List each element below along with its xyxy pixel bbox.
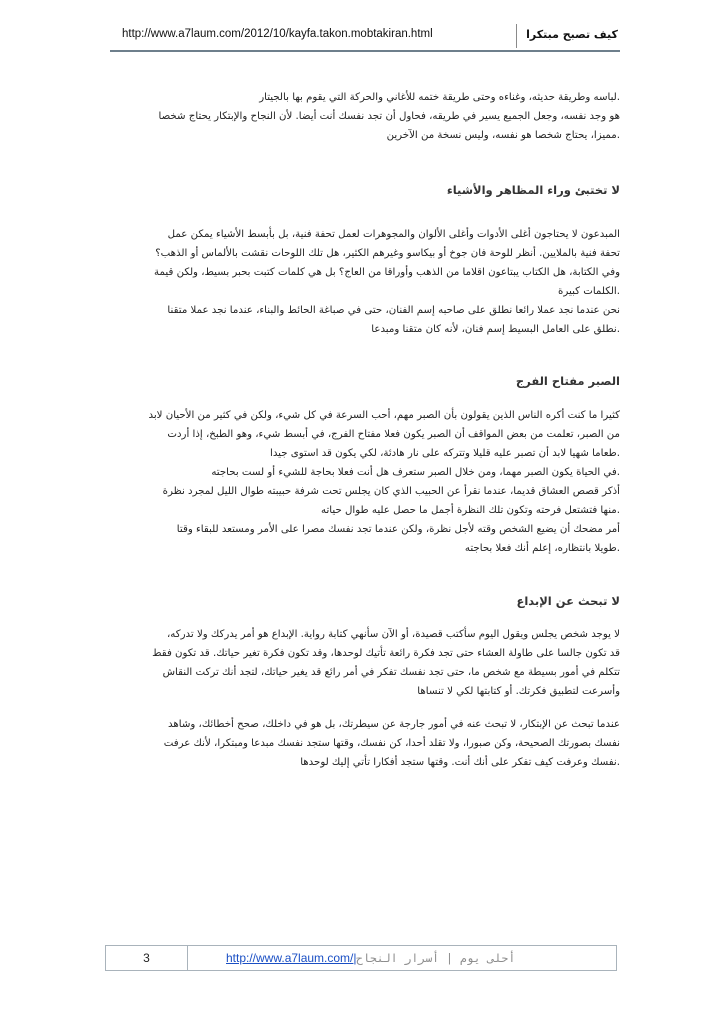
paragraph-line: عندما تبحث عن الإبتكار، لا تبحث عنه في أمور جارجة عن سيطرتك، بل هو في داخلك، صحح أخطائك، وشاهد: [168, 719, 620, 730]
footer-link[interactable]: [226, 951, 357, 965]
footer-link-text[interactable]: http://www.a7laum.com/: [226, 951, 354, 965]
paragraph-line: المبدعون لا يحتاجون أغلى الأدوات وأغلى الألوان والمجوهرات لعمل تحفة فنية، بل بأبسط الأشياء يمكن عمل: [167, 229, 620, 240]
paragraph-line: تحفة فنية بالملايين. أنظر للوحة فان جوخ أو بيكاسو وغيرهم الكثير، هل تلك اللوحات نقشت بالألماس أو الذهب؟: [155, 248, 620, 259]
footer-separator: |: [353, 951, 357, 965]
paragraph-line: .نفسك وعرفت كيف تفكر على أنك أنت. وقتها ستجد أفكارا تأتي إليك لوحدها: [300, 757, 620, 768]
page-footer: [105, 945, 617, 971]
intro-line: هو وجد نفسه، وجعل الجميع يسير في طريقه، فحاول أن تجد نفسك أنت أيضا. لأن النجاح والإبتكار يحتاج شخصا: [158, 111, 620, 122]
footer-brand: أحلى يوم | أسرار النجاح: [356, 951, 516, 965]
header-url[interactable]: http://www.a7laum.com/2012/10/kayfa.takon.mobtakiran.html: [122, 28, 433, 40]
paragraph-line: وأسرعت لتطبيق فكرتك. أو كتابتها لكي لا تنساها: [417, 686, 620, 697]
page-number: 3: [105, 945, 187, 971]
header-title: كيف تصبح مبتكرا: [526, 28, 618, 41]
paragraph-line: نحن عندما نجد عملا رائعا نطلق على صاحبه إسم الفنان، حتى في صباغة الحائط والبناء، عندما نجد عملا متقنا: [167, 305, 620, 316]
section-heading: لا تبحث عن الإبداع: [516, 594, 620, 608]
section-heading: الصبر مفتاح الفرج: [515, 374, 620, 388]
page-header: [110, 22, 620, 48]
paragraph-line: نفسك بصورتك الصحيحة، وكن صبورا، ولا تقلد أحدا، كن نفسك، وقتها ستجد نفسك مبدعا ومبتكرا، لأنك عرفت: [163, 738, 620, 749]
paragraph-line: كثيرا ما كنت أكره الناس الذين يقولون بأن الصبر مهم، أحب السرعة في كل شيء، ولكن في كثير من الأحيان لابد: [148, 410, 620, 421]
paragraph-line: قد تكون جالسا على طاولة العشاء حتى تجد فكرة رائعة تأتيك لوحدها، وقد تكون فكرة تغير حياتك. قد تكون فقط: [152, 648, 620, 659]
paragraph-line: وفي الكتابة، هل الكتاب يبتاعون اقلاما من الذهب وأوراقا من العاج؟ بل هي كلمات كتبت بحبر بسيط، ولكن قيمة: [154, 267, 620, 278]
header-rule: [110, 50, 620, 52]
header-divider: [516, 24, 517, 48]
paragraph-line: .منها فتشتعل فرحته وتكون تلك النظرة أجمل ما حصل عليه طوال حياته: [321, 505, 620, 516]
section-heading: لا تختبئ وراء المظاهر والأشياء: [446, 183, 620, 197]
paragraph-line: من الصبر، تعلمت من بعض المواقف أن الصبر يكون فعلا مفتاح الفرج، في أبسط شيء، وهو الطبخ، إذا أردت: [167, 429, 620, 440]
intro-line: .مميزا، يحتاج شخصا هو نفسه، وليس نسخة من الآخرين: [386, 130, 620, 141]
paragraph-line: .الكلمات كبيرة: [558, 286, 620, 297]
paragraph-line: أمر مضحك أن يضيع الشخص وقته لأجل نظرة، ولكن عندما تجد نفسك مصرا على الأمر ومستعد للبقاء وقتا: [176, 524, 620, 535]
paragraph-line: تتكلم في أمور بسيطة مع شخص ما، حتى تجد نفسك تفكر في أمر رائع قد يغير حياتك، لتجد أنك تركت النقاش: [162, 667, 620, 678]
paragraph-line: أذكر قصص العشاق قديما، عندما نقرأ عن الحبيب الذي كان يجلس تحت شرفة حبيبته طوال الليل لمجرد نظرة: [162, 486, 620, 497]
paragraph-line: لا يوجد شخص يجلس ويقول اليوم سأكتب قصيدة، أو الآن سأنهي كتابة رواية. الإبداع هو أمر يدركك ولا تدركه،: [167, 629, 620, 640]
paragraph-line: .طويلا بانتظاره، إعلم أنك فعلا بحاجته: [464, 543, 620, 554]
paragraph-line: .نطلق على العامل البسيط إسم فنان، لأنه كان متقنا ومبدعا: [371, 324, 620, 335]
paragraph-line: .في الحياة يكون الصبر مهما، ومن خلال الصبر ستعرف هل أنت فعلا بحاجة للشيء أو لست بحاجته: [211, 467, 620, 478]
paragraph-line: .طعاما شهيا لابد أن تصبر عليه قليلا وتتركه على نار هادئة، لكي يكون قد استوى جيدا: [270, 448, 620, 459]
footer-box: [187, 945, 617, 971]
intro-line: .لباسه وطريقة حديثه، وغناءه وحتى طريقة ختمه للأغاني والحركة التي يقوم بها بالجيتار: [259, 92, 620, 103]
